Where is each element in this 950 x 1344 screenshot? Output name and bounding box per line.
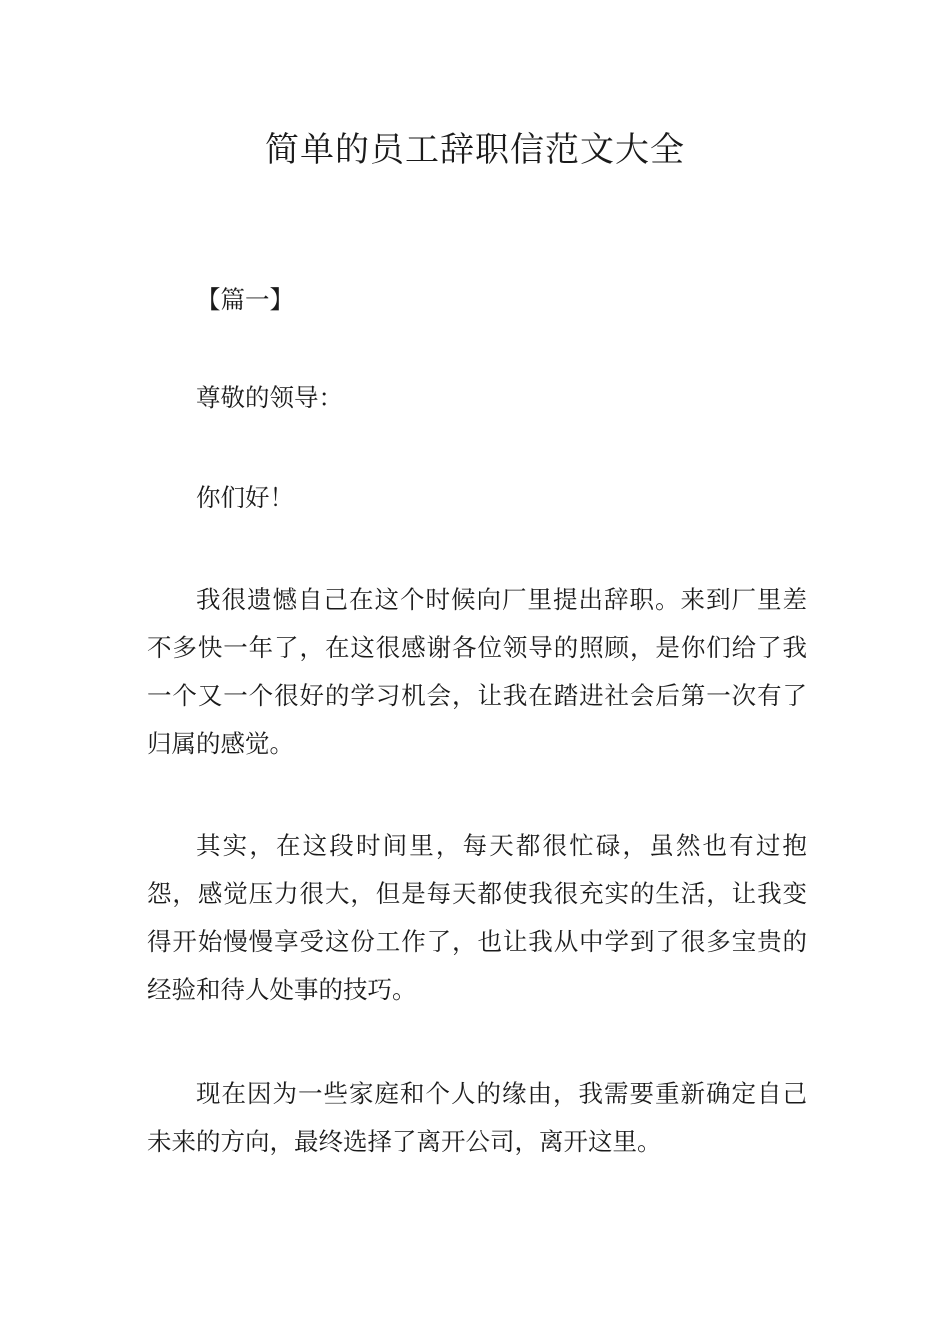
paragraph: 现在因为一些家庭和个人的缘由，我需要重新确定自己未来的方向，最终选择了离开公司，离开这里。 bbox=[147, 1079, 807, 1156]
section-label: 【篇一】 bbox=[196, 285, 294, 314]
document-title: 简单的员工辞职信范文大全 bbox=[265, 130, 685, 170]
salutation: 尊敬的领导： bbox=[196, 383, 343, 412]
greeting: 你们好！ bbox=[196, 483, 294, 512]
paragraph: 其实，在这段时间里，每天都很忙碌，虽然也有过抱怨，感觉压力很大，但是每天都使我很充实的生活，让我变得开始慢慢享受这份工作了，也让我从中学到了很多宝贵的经验和待人处事的技巧。 bbox=[147, 831, 807, 1004]
paragraph: 我很遗憾自己在这个时候向厂里提出辞职。来到厂里差不多快一年了，在这很感谢各位领导的照顾，是你们给了我一个又一个很好的学习机会，让我在踏进社会后第一次有了归属的感觉。 bbox=[147, 585, 807, 758]
